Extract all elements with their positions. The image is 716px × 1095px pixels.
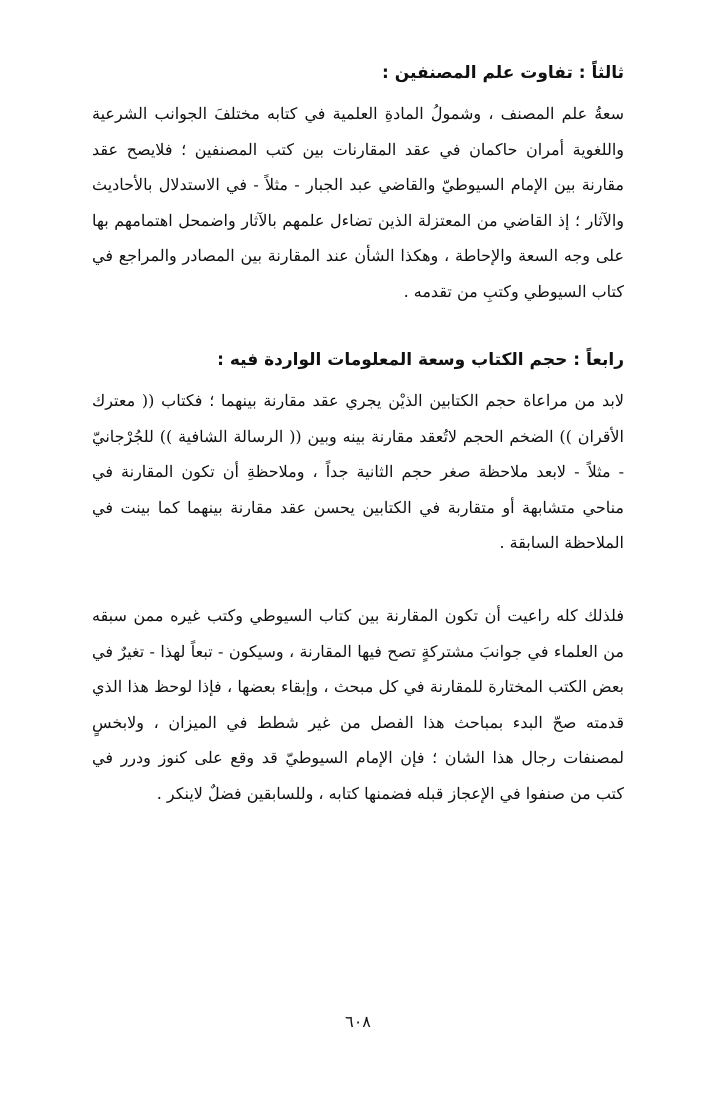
closing-paragraph: فلذلك كله راعيت أن تكون المقارنة بين كتاب السيوطي وكتب غيره ممن سبقه من العلماء في جوانبَ مشتركةٍ تصح فيها المقارنة ، وسيكون - تبعاً لهذا - تغيرٌ في بعض الكتب المختارة للمقارنة في كل مبحث ، وإبقاء بعضها ، فإذا لوحظ هذا الذي قدمته صحّ البدء بمباحث هذا الفصل من غير شطط في الميزان ، ولابخسٍ لمصنفات رجال هذا الشان ؛ فإن الإمام السيوطيّ قد وقع على كنوز ودرر في كتب من صنفوا في الإعجاز قبله فضمنها كتابه ، وللسابقين فضلٌ لاينكر . [92, 606, 624, 803]
page-number: ٦٠٨ [345, 1012, 371, 1031]
section-three [92, 58, 624, 309]
closing-section [92, 598, 624, 811]
section-three-heading: ثالثاً : تفاوت علم المصنفين : [382, 63, 624, 83]
section-four-paragraph: لابد من مراعاة حجم الكتابين الذيْن يجري عقد مقارنة بينهما ؛ فكتاب (( معترك الأقران )) الضخم الحجم لاتُعقد مقارنة بينه وبين (( الرسالة الشافية )) للجُرْجانيّ - مثلاً - لابعد ملاحظة صغر حجم الثانية جداً ، وملاحظةِ أن تكون المقارنة في مناحي متشابهة أو متقاربة في الكتابين يحسن عقد مقارنة بينهما كما بينت في الملاحظة السابقة . [92, 391, 624, 552]
section-four [92, 345, 624, 561]
section-three-paragraph: سعةُ علم المصنف ، وشمولُ المادةِ العلمية في كتابه مختلفَ الجوانب الشرعية واللغوية أمران حاكمان في عقد المقارنات بين كتب المصنفين ؛ فلايصح عقد مقارنة بين الإمام السيوطيّ والقاضي عبد الجبار - مثلاً - في الاستدلال بالأحاديث والآثار ؛ إذ القاضي من المعتزلة الذين تضاءل علمهم بالآثار واضمحل اهتمامهم بها على وجه السعة والإحاطة ، وهكذا الشأن عند المقارنة بين المصادر والمراجع في كتاب السيوطي وكتبِ من تقدمه . [92, 104, 624, 301]
section-four-heading: رابعاً : حجم الكتاب وسعة المعلومات الواردة فيه : [217, 350, 624, 370]
